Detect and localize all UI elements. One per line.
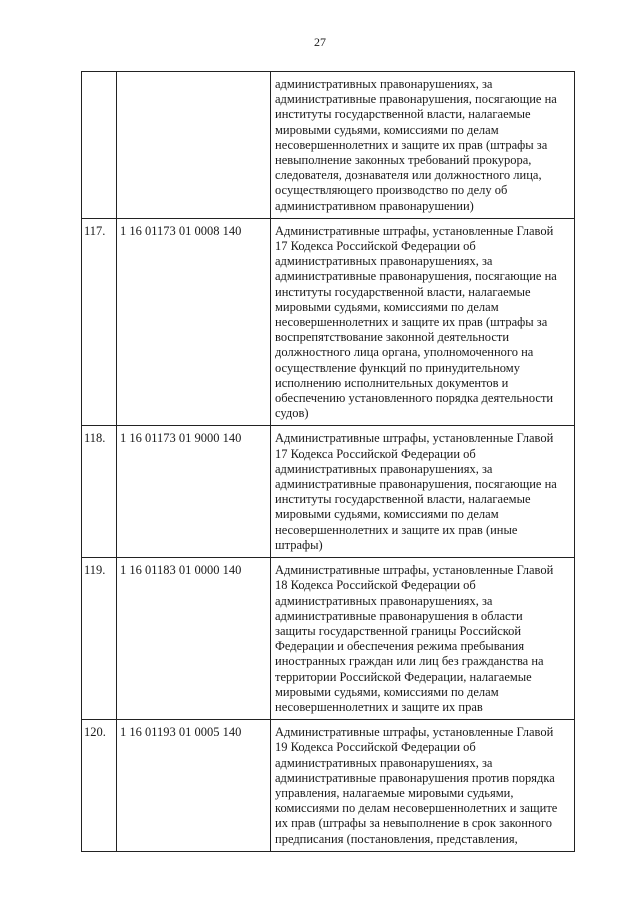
description-line: комиссиями по делам несовершеннолетних и защите <box>275 801 558 816</box>
description-line: административные правонарушения против порядка <box>275 770 555 785</box>
description-line: мировыми судьями, комиссиями по делам <box>275 122 499 137</box>
description-line: мировыми судьями, комиссиями по делам <box>275 507 499 522</box>
description-line: административных правонарушениях, за <box>275 77 493 91</box>
description-line: Административные штрафы, установленные Главой <box>275 223 554 238</box>
row-description <box>271 720 575 852</box>
description-line: предписания (постановления, представления, <box>275 831 518 846</box>
description-line: административных правонарушениях, за <box>275 254 493 269</box>
row-number: 119. <box>82 558 117 720</box>
description-line: территории Российской Федерации, налагаемые <box>275 669 532 684</box>
row-number: 117. <box>82 218 117 426</box>
table-row <box>82 426 575 558</box>
description-line: административных правонарушениях, за <box>275 755 493 770</box>
table-row <box>82 218 575 426</box>
budget-code: 1 16 01173 01 0008 140 <box>117 218 271 426</box>
description-line: несовершеннолетних и защите их прав (штрафы за <box>275 137 548 152</box>
description-line: защиты государственной границы Российской <box>275 623 522 638</box>
row-number: 118. <box>82 426 117 558</box>
description-line: их прав (штрафы за невыполнение в срок законного <box>275 816 552 831</box>
description-line: Федерации и обеспечения режима пребывания <box>275 639 525 654</box>
description-line: административных правонарушениях, за <box>275 461 493 476</box>
row-description <box>271 558 575 720</box>
description-line: несовершеннолетних и защите их прав (штрафы за <box>275 315 548 330</box>
description-line: административных правонарушениях, за <box>275 593 493 608</box>
description-line: 19 Кодекса Российской Федерации об <box>275 740 476 755</box>
description-line: Административные штрафы, установленные Главой <box>275 725 554 740</box>
row-description <box>271 218 575 426</box>
row-description <box>271 72 575 219</box>
description-line: 18 Кодекса Российской Федерации об <box>275 578 476 593</box>
description-line: несовершеннолетних и защите их прав <box>275 699 483 714</box>
page-number: 27 <box>314 35 326 49</box>
description-line: институты государственной власти, налагаемые <box>275 492 531 507</box>
description-line: несовершеннолетних и защите их прав (иные <box>275 522 518 537</box>
description-line: судов) <box>275 406 309 421</box>
description-line: 17 Кодекса Российской Федерации об <box>275 446 476 461</box>
description-line: Административные штрафы, установленные Главой <box>275 563 554 578</box>
description-line: воспрепятствование законной деятельности <box>275 330 510 345</box>
description-line: обеспечению установленного порядка деятельности <box>275 391 554 406</box>
description-line: 17 Кодекса Российской Федерации об <box>275 239 476 254</box>
description-line: штрафы) <box>275 537 323 552</box>
budget-code: 1 16 01173 01 9000 140 <box>117 426 271 558</box>
description-line: управления, налагаемые мировыми судьями, <box>275 785 514 800</box>
description-line: иностранных граждан или лиц без гражданства на <box>275 654 544 669</box>
description-line: невыполнение законных требований прокурора, <box>275 153 532 168</box>
budget-codes-table <box>81 71 575 852</box>
description-line: административные правонарушения, посягающие на <box>275 477 557 492</box>
budget-code: 1 16 01183 01 0000 140 <box>117 558 271 720</box>
description-line: административные правонарушения в области <box>275 608 523 623</box>
table-row <box>82 558 575 720</box>
row-number <box>82 72 117 219</box>
description-line: мировыми судьями, комиссиями по делам <box>275 684 499 699</box>
row-description <box>271 426 575 558</box>
table-row <box>82 720 575 852</box>
description-line: должностного лица органа, уполномоченного на <box>275 345 534 360</box>
budget-code: 1 16 01193 01 0005 140 <box>117 720 271 852</box>
description-line: осуществляющего производство по делу об <box>275 183 508 198</box>
row-number: 120. <box>82 720 117 852</box>
description-line: институты государственной власти, налагаемые <box>275 107 531 122</box>
description-line: административном правонарушении) <box>275 198 474 213</box>
description-line: исполнению исполнительных документов и <box>275 375 509 390</box>
description-line: следователя, дознавателя или должностного лица, <box>275 168 542 183</box>
description-line: мировыми судьями, комиссиями по делам <box>275 299 499 314</box>
budget-code <box>117 72 271 219</box>
description-line: осуществление функций по принудительному <box>275 360 520 375</box>
table-row <box>82 72 575 219</box>
description-line: административные правонарушения, посягающие на <box>275 269 557 284</box>
description-line: Административные штрафы, установленные Главой <box>275 431 554 446</box>
description-line: институты государственной власти, налагаемые <box>275 284 531 299</box>
description-line: административные правонарушения, посягающие на <box>275 92 557 107</box>
